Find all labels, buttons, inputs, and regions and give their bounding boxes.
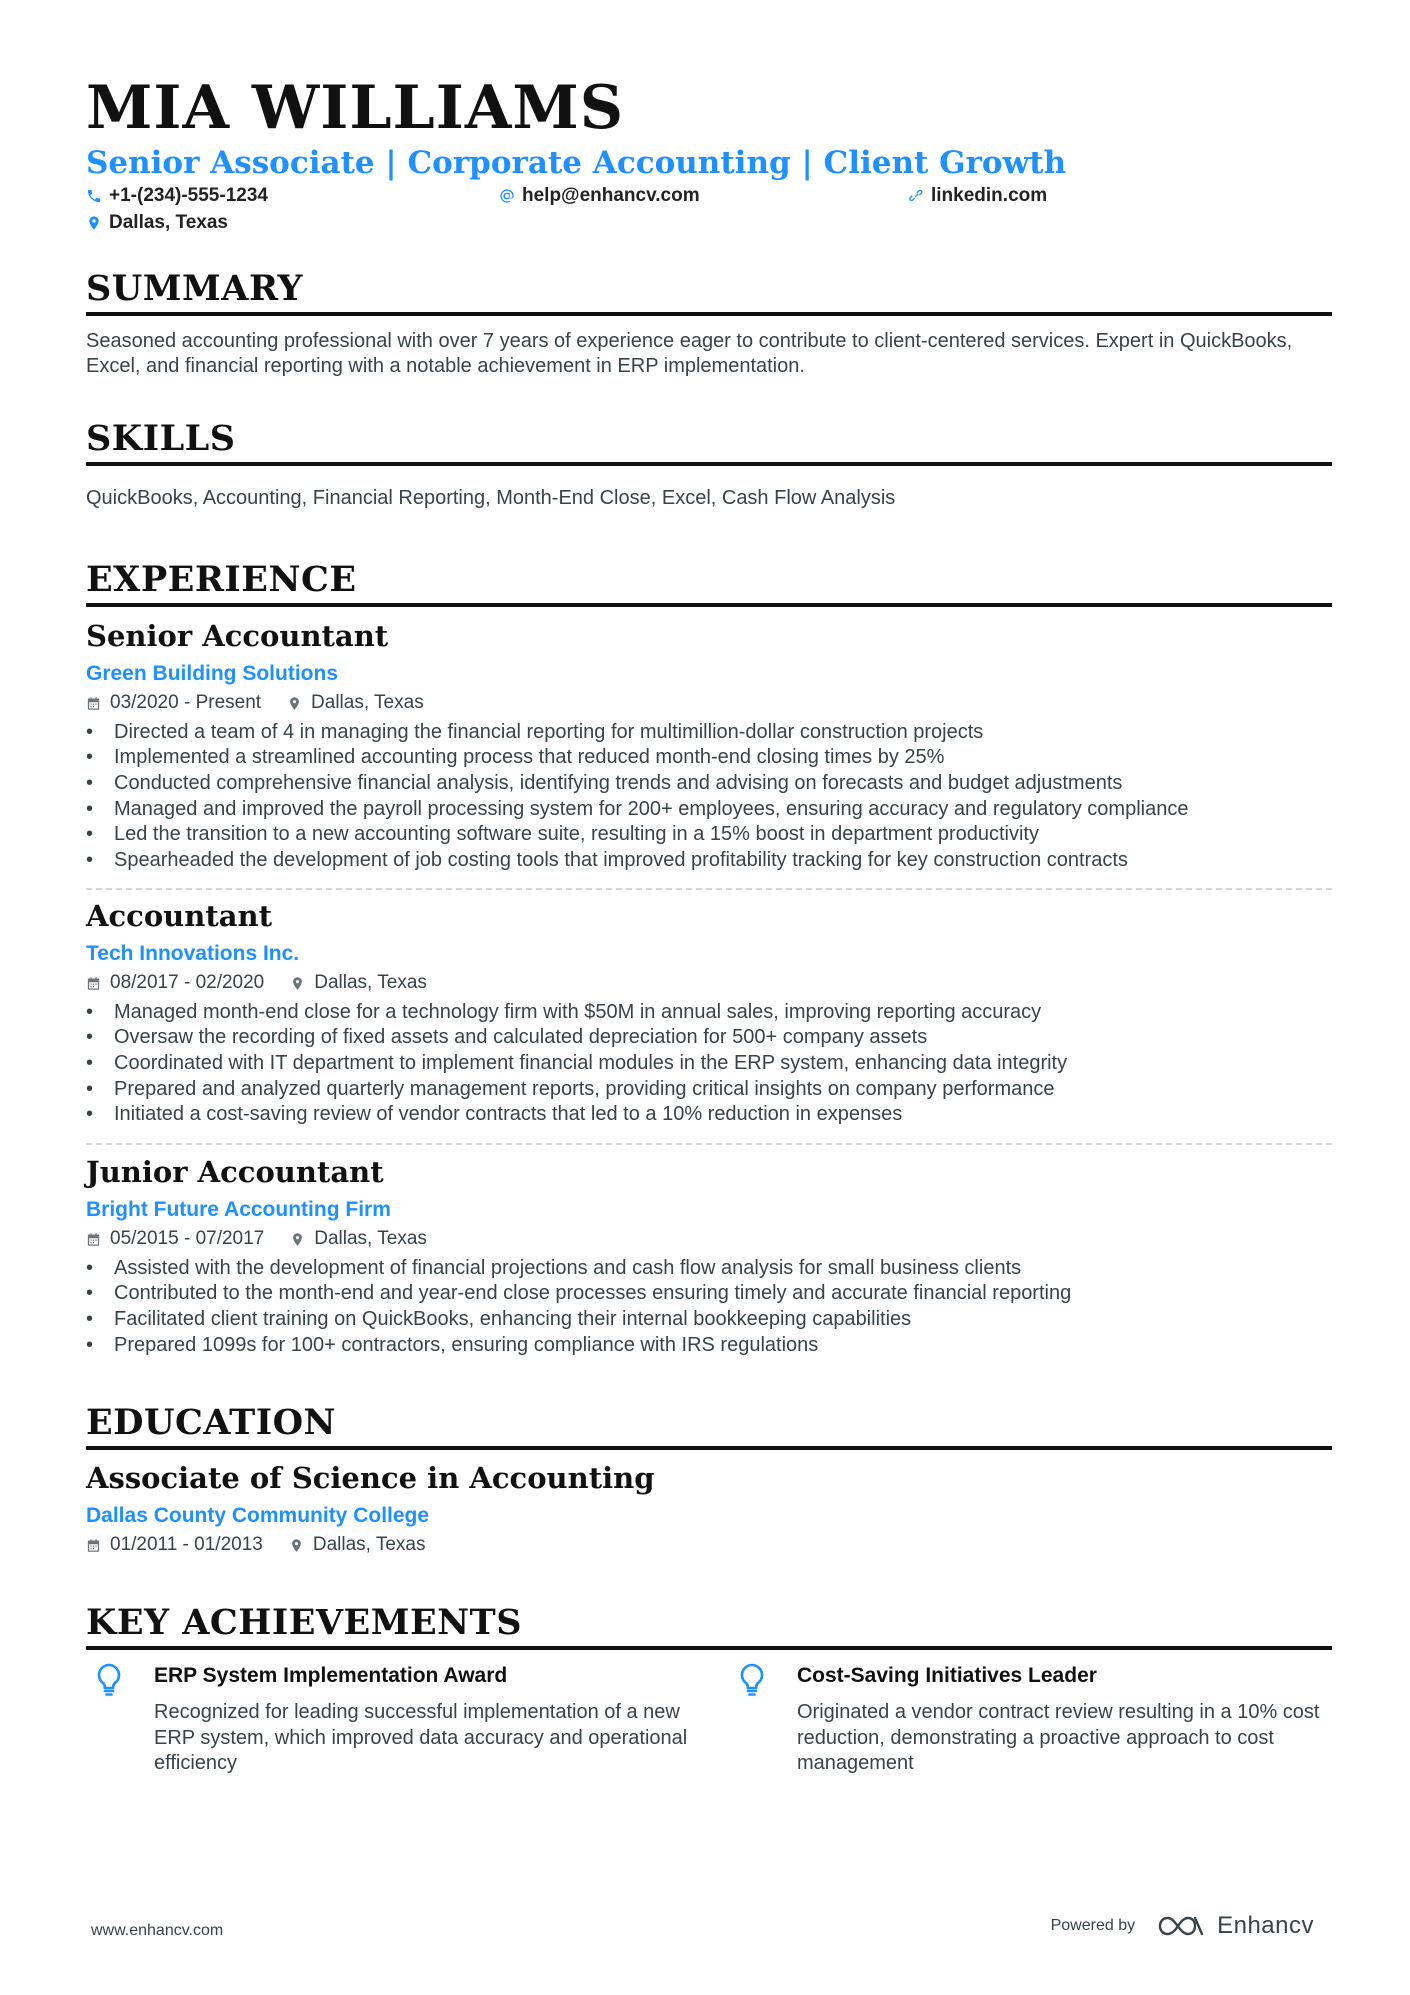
school-name: Dallas County Community College	[86, 1503, 430, 1527]
job-dates: 08/2017 - 02/2020	[110, 971, 265, 993]
education-meta	[86, 1534, 1332, 1557]
calendar-icon	[86, 1232, 101, 1247]
job-divider	[86, 1143, 1332, 1145]
candidate-headline: Senior Associate | Corporate Accounting | Client Growth	[86, 145, 1067, 181]
location-pin-icon	[86, 215, 102, 231]
achievement-title: Cost-Saving Initiatives Leader	[797, 1664, 1097, 1687]
job-bullets	[86, 1000, 1332, 1128]
job-location	[290, 972, 427, 995]
lightbulb-icon	[737, 1662, 767, 1696]
job-bullet: • Coordinated with IT department to implement financial modules in the ERP system, enhancing data integrity	[86, 1051, 1332, 1077]
calendar-icon	[86, 976, 101, 991]
candidate-name: MIA WILLIAMS	[86, 73, 625, 143]
location-pin-icon	[289, 1538, 304, 1553]
job-bullet: • Conducted comprehensive financial analysis, identifying trends and advising on forecasts and budget adjustments	[86, 771, 1332, 797]
education-item	[86, 1461, 1332, 1557]
job-bullet: • Directed a team of 4 in managing the financial reporting for multimillion-dollar construction projects	[86, 720, 1332, 746]
job-meta	[86, 692, 1332, 715]
experience-item	[86, 899, 1332, 1128]
email-text: help@enhancv.com	[522, 185, 700, 206]
lightbulb-icon	[94, 1662, 124, 1696]
linkedin-text: linkedin.com	[931, 185, 1048, 206]
powered-by-label: Powered by	[1050, 1917, 1136, 1934]
location-text: Dallas, Texas	[109, 212, 229, 233]
company-name: Green Building Solutions	[86, 661, 338, 685]
job-bullet: • Managed and improved the payroll processing system for 200+ employees, ensuring accuracy and regulatory compliance	[86, 797, 1332, 823]
contact-linkedin[interactable]	[908, 185, 1047, 207]
education-location-text: Dallas, Texas	[312, 1533, 426, 1555]
job-bullet: • Prepared and analyzed quarterly management reports, providing critical insights on company performance	[86, 1077, 1332, 1103]
job-location	[290, 1228, 427, 1251]
footer-website[interactable]: www.enhancv.com	[91, 1922, 224, 1939]
job-title: Junior Accountant	[86, 1155, 384, 1189]
job-meta	[86, 1228, 1332, 1251]
degree-title: Associate of Science in Accounting	[86, 1461, 655, 1495]
phone-icon	[86, 188, 102, 204]
job-bullet: • Facilitated client training on QuickBooks, enhancing their internal bookkeeping capabilities	[86, 1307, 1332, 1333]
skills-heading: SKILLS	[86, 418, 1332, 466]
job-location-text: Dallas, Texas	[314, 1227, 427, 1249]
job-bullet: • Assisted with the development of financial projections and cash flow analysis for small business clients	[86, 1256, 1332, 1282]
experience-heading: EXPERIENCE	[86, 559, 1332, 607]
job-bullet: • Oversaw the recording of fixed assets and calculated depreciation for 500+ company assets	[86, 1025, 1332, 1051]
calendar-icon	[86, 696, 101, 711]
footer-branding	[1051, 1912, 1314, 1940]
job-meta	[86, 972, 1332, 995]
enhancv-wordmark: Enhancv	[1217, 1912, 1314, 1939]
job-title: Senior Accountant	[86, 619, 389, 653]
contact-location	[86, 212, 228, 234]
company-name: Bright Future Accounting Firm	[86, 1197, 391, 1221]
contact-email[interactable]	[499, 185, 700, 207]
achievements-heading: KEY ACHIEVEMENTS	[86, 1602, 1332, 1650]
education-heading: EDUCATION	[86, 1402, 1332, 1450]
achievement-description: Originated a vendor contract review resulting in a 10% cost reduction, demonstrating a proactive approach to cost management	[797, 1701, 1320, 1775]
contact-phone[interactable]	[86, 185, 268, 207]
job-divider	[86, 888, 1332, 890]
job-bullet: • Contributed to the month-end and year-end close processes ensuring timely and accurate financial reporting	[86, 1281, 1332, 1307]
summary-text: Seasoned accounting professional with over 7 years of experience eager to contribute to client-centered services. Expert in QuickBooks, Excel, and financial reporting with a notable achievement in ERP implementation.	[86, 330, 1293, 377]
job-dates: 03/2020 - Present	[110, 691, 262, 713]
education-dates: 01/2011 - 01/2013	[110, 1533, 263, 1555]
job-location	[287, 692, 424, 715]
job-location-text: Dallas, Texas	[314, 971, 427, 993]
job-bullet: • Implemented a streamlined accounting process that reduced month-end closing times by 25%	[86, 745, 1332, 771]
job-title: Accountant	[86, 899, 272, 933]
summary-heading: SUMMARY	[86, 268, 1332, 316]
job-bullet: • Managed month-end close for a technology firm with $50M in annual sales, improving reporting accuracy	[86, 1000, 1332, 1026]
job-bullet: • Spearheaded the development of job costing tools that improved profitability tracking for key construction contracts	[86, 848, 1332, 874]
achievement-description: Recognized for leading successful implementation of a new ERP system, which improved data accuracy and operational efficiency	[154, 1701, 688, 1775]
at-sign-icon	[499, 188, 515, 204]
location-pin-icon	[290, 976, 305, 991]
skills-text: QuickBooks, Accounting, Financial Reporting, Month-End Close, Excel, Cash Flow Analysis	[86, 487, 896, 509]
job-bullet: • Led the transition to a new accounting software suite, resulting in a 15% boost in department productivity	[86, 822, 1332, 848]
location-pin-icon	[290, 1232, 305, 1247]
job-bullets	[86, 1256, 1332, 1358]
achievement-title: ERP System Implementation Award	[154, 1664, 508, 1687]
job-bullets	[86, 720, 1332, 874]
experience-item	[86, 619, 1332, 873]
job-bullet: • Prepared 1099s for 100+ contractors, ensuring compliance with IRS regulations	[86, 1333, 1332, 1359]
job-location-text: Dallas, Texas	[311, 691, 424, 713]
job-bullet: • Initiated a cost-saving review of vendor contracts that led to a 10% reduction in expenses	[86, 1102, 1332, 1128]
company-name: Tech Innovations Inc.	[86, 941, 300, 965]
calendar-icon	[86, 1538, 101, 1553]
phone-text: +1-(234)-555-1234	[109, 185, 268, 206]
experience-item	[86, 1155, 1332, 1358]
education-location	[289, 1534, 426, 1557]
job-dates: 05/2015 - 07/2017	[110, 1227, 265, 1249]
enhancv-logo[interactable]	[1157, 1912, 1314, 1940]
enhancv-logo-icon	[1157, 1913, 1205, 1939]
location-pin-icon	[287, 696, 302, 711]
link-icon	[908, 188, 924, 204]
